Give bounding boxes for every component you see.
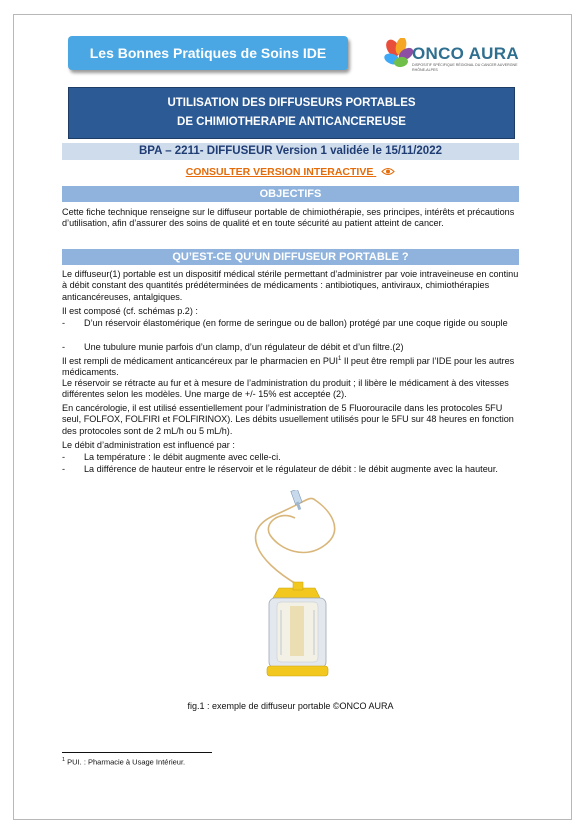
p3-start: Il est rempli de médicament anticancéreux par le pharmacien en PUI bbox=[62, 356, 338, 367]
title-line-1: UTILISATION DES DIFFUSEURS PORTABLES bbox=[167, 97, 416, 109]
p3-end: Il peut être rempli par l’IDE pour les autres médicaments. bbox=[62, 356, 515, 378]
eye-icon bbox=[381, 167, 395, 176]
version-bar: BPA – 2211- DIFFUSEUR Version 1 validée le 15/11/2022 bbox=[62, 143, 519, 160]
interactive-version-link[interactable] bbox=[62, 164, 519, 181]
list-item: - D’un réservoir élastomérique (en forme de seringue ou de ballon) protégé par une coque rigide ou souple bbox=[62, 318, 522, 329]
logo-title: ONCO AURA bbox=[412, 44, 519, 63]
footnote bbox=[62, 757, 185, 767]
logo-subtitle: DISPOSITIF SPÉCIFIQUE RÉGIONAL DU CANCER AUVERGNE RHÔNE-ALPES bbox=[412, 63, 518, 72]
list-item: - La différence de hauteur entre le réservoir et le régulateur de débit : le débit augmente avec la hauteur. bbox=[62, 464, 522, 475]
definition-paragraph-2: Il est composé (cf. schémas p.2) : bbox=[62, 306, 198, 316]
footnote-ref: 1 bbox=[337, 356, 342, 362]
bullet-reservoir: D’un réservoir élastomérique (en forme de seringue ou de ballon) protégé par une coque rigide ou souple bbox=[84, 318, 508, 328]
document-title bbox=[68, 87, 515, 139]
title-line-2: DE CHIMIOTHERAPIE ANTICANCEREUSE bbox=[177, 116, 406, 128]
definition-paragraph-3 bbox=[62, 354, 522, 379]
brand-banner-text: Les Bonnes Pratiques de Soins IDE bbox=[89, 45, 327, 61]
bullet-hauteur: La différence de hauteur entre le réservoir et le régulateur de débit : le débit augmente avec la hauteur. bbox=[84, 464, 498, 474]
list-item: - Une tubulure munie parfois d’un clamp, d’un régulateur de débit et d’un filtre.(2) bbox=[62, 342, 522, 353]
diffuser-photo bbox=[235, 490, 365, 690]
logo-flower-icon bbox=[384, 38, 414, 78]
figure-caption: fig.1 : exemple de diffuseur portable ©ONCO AURA bbox=[187, 701, 394, 711]
objectifs-text: Cette fiche technique renseigne sur le diffuseur portable de chimiothérapie, ses principes, intérêts et précautions d’utilisation, afin d’assurer des soins de qualité et en toute sécurité au patient atteint de cancer. bbox=[62, 207, 515, 229]
onco-aura-logo bbox=[384, 36, 534, 80]
definition-paragraph-1: Le diffuseur(1) portable est un dispositif médical stérile permettant d’administrer par voie intraveineuse en continu à débit constant des quantités prédéterminées de médicaments : antibiotiques, antiviraux, chimiothérapies anticancéreuses, antalgiques. bbox=[62, 269, 519, 302]
section-objectifs-heading: OBJECTIFS bbox=[62, 186, 519, 202]
bullet-temperature: La température : le débit augmente avec celle-ci. bbox=[84, 452, 281, 462]
definition-paragraph-6: Le débit d’administration est influencé par : bbox=[62, 440, 235, 450]
interactive-link-label[interactable]: CONSULTER VERSION INTERACTIVE bbox=[185, 166, 374, 178]
footnote-text: PUI. : Pharmacie à Usage Intérieur. bbox=[65, 757, 186, 767]
brand-banner bbox=[68, 36, 348, 70]
bullet-tubulure: Une tubulure munie parfois d’un clamp, d’un régulateur de débit et d’un filtre.(2) bbox=[84, 342, 404, 352]
footnote-divider bbox=[62, 752, 212, 753]
footnote-marker: 1 bbox=[62, 757, 66, 763]
section-definition-heading: QU’EST-CE QU’UN DIFFUSEUR PORTABLE ? bbox=[62, 249, 519, 265]
definition-paragraph-5: En cancérologie, il est utilisé essentiellement pour l’administration de 5 Fluorouracile dans les protocoles 5FU seul, FOLFOX, FOLFIRI et FOLFIRINOX). Les débits usuellement utilisés pour le 5FU sur 48 heures en fonction des protocoles sont de 2 mL/h ou 5 mL/h). bbox=[62, 403, 514, 436]
definition-paragraph-4: Le réservoir se rétracte au fur et à mesure de l’administration du produit ; il libère le médicament à des vitesses différentes selon les modèles. Une marge de +/- 15% est acceptée (2). bbox=[62, 378, 509, 400]
list-item: - La température : le débit augmente avec celle-ci. bbox=[62, 452, 522, 463]
